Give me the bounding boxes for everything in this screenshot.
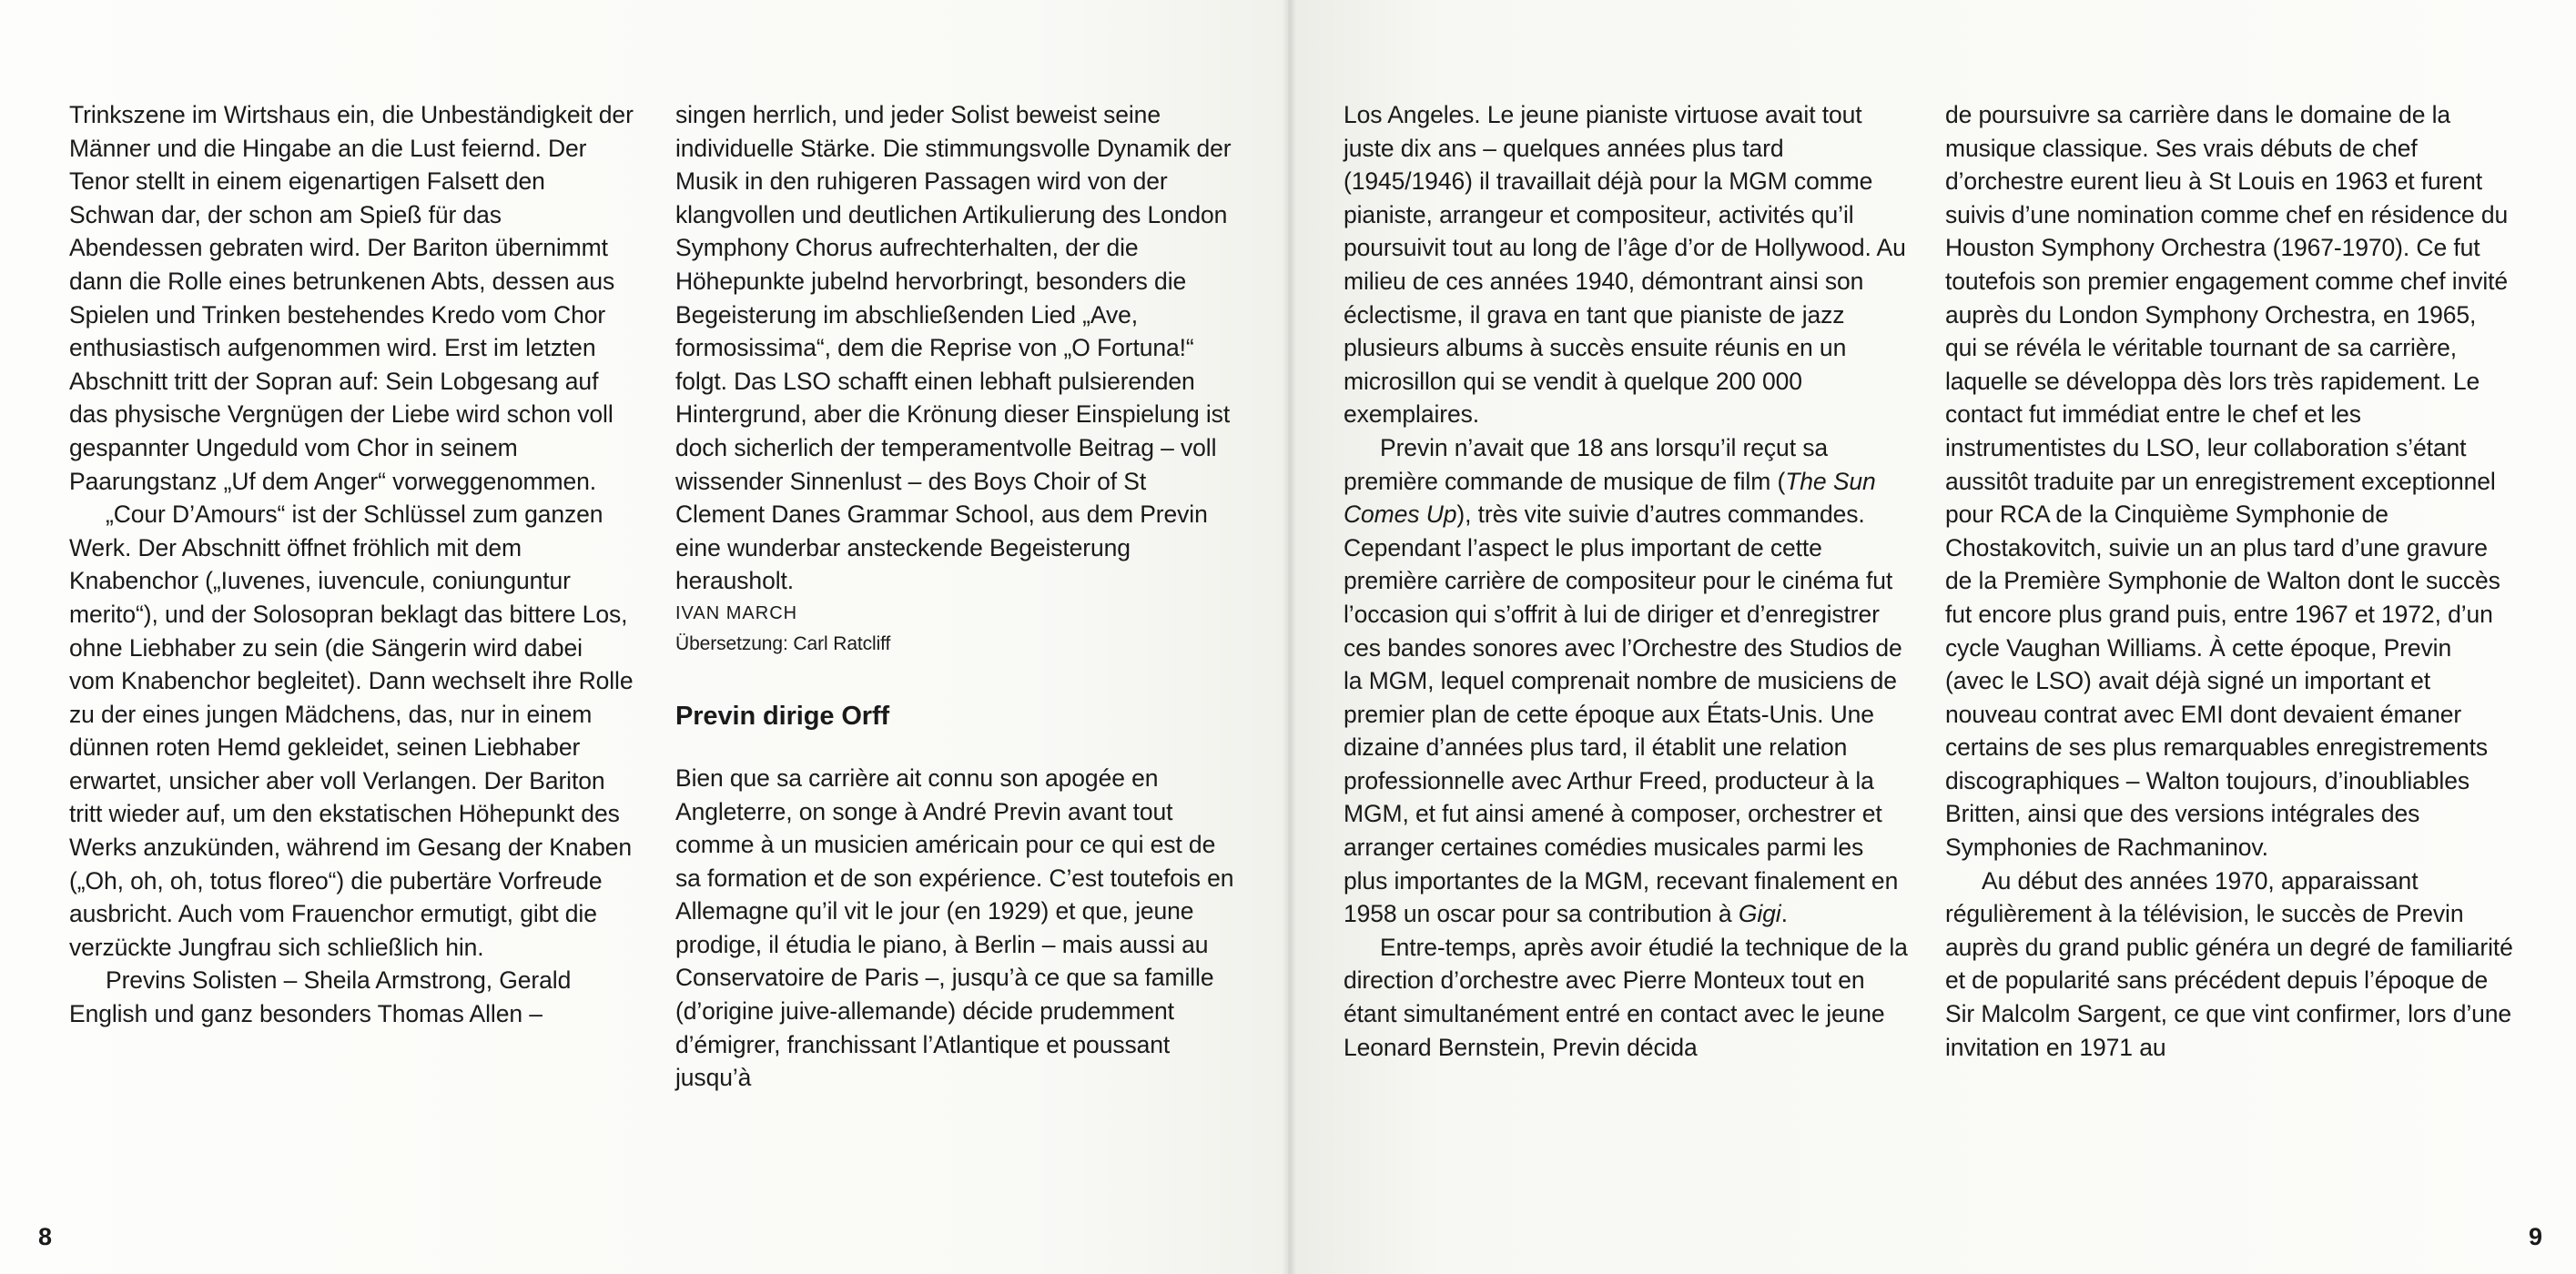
page-number-right: 9: [2529, 1223, 2543, 1250]
paragraph-de-2: „Cour D’Amours“ ist der Schlüssel zum ganzen Werk. Der Abschnitt öffnet fröhlich mit dem Knabenchor („Iuvenes, iuvencule, coniunguntur merito“), und der Solosopran beklagt das bittere Los, ohne Liebhaber zu sein (die Sängerin wird dabei vom Knabenchor begleitet). Dann wechselt ihre Rolle zu der eines jungen Mädchens, das, nur in einem dünnen roten Hemd gekleidet, seinen Liebhaber erwartet, unsicher aber voll Verlangen. Der Bariton tritt wieder auf, um den ekstatischen Höhepunkt des Werks anzukünden, während im Gesang der Knaben („Oh, oh, oh, totus floreo“) die pubertäre Vorfreude ausbricht. Auch vom Frauenchor ermutigt, gibt die verzückte Jungfrau sich schließlich hin.: [69, 500, 634, 961]
paragraph-fr-3: [1344, 431, 1912, 931]
page-number-left: 8: [38, 1223, 53, 1250]
column-1: [69, 98, 634, 1031]
film-title-gigi: Gigi: [1738, 900, 1781, 928]
paragraph-fr-5: de poursuivre sa carrière dans le domaine de la musique classique. Ses vrais débuts de chef d’orchestre eurent lieu à St Louis en 1963 et furent suivis d’une nomination comme chef en résidence du Houston Symphony Orchestra (1967-1970). Ce fut toutefois son premier engagement comme chef invité auprès du London Symphony Orchestra, en 1965, qui se révéla le véritable tournant de sa carrière, laquelle se développa dès lors très rapidement. Le contact fut immédiat entre le chef et les instrumentistes du LSO, leur collaboration s’étant aussitôt traduite par un enregistrement exceptionnel pour RCA de la Cinquième Symphonie de Chostakovitch, suivie un an plus tard d’une gravure de la Première Symphonie de Walton dont le succès fut encore plus grand puis, entre 1967 et 1972, d’un cycle Vaughan Williams. À cette époque, Previn (avec le LSO) avait déjà signé un important et nouveau contrat avec EMI dont devaient émaner certains de ses plus remarquables enregistrements discographiques – Walton toujours, d’inoubliables Britten, ainsi que des versions intégrales des Symphonies de Rachmaninov.: [1945, 101, 2509, 862]
paragraph-fr-2: Los Angeles. Le jeune pianiste virtuose avait tout juste dix ans – quelques années plus tard (1945/1946) il travaillait déjà pour la MGM comme pianiste, arrangeur et compositeur, activités qu’il poursuivit tout au long de l’âge d’or de Hollywood. Au milieu de ces années 1940, démontrant ainsi son éclectisme, il grava en tant que pianiste de jazz plusieurs albums à succès ensuite réunis en un microsillon qui se vendit à quelque 200 000 exemplaires.: [1344, 101, 1906, 429]
book-spine: [1282, 0, 1296, 1274]
column-2: [675, 98, 1240, 1095]
paragraph-fr-6: Au début des années 1970, apparaissant régulièrement à la télévision, le succès de Previn auprès du grand public généra un degré de familiarité et de popularité sans précédent depuis l’époque de Sir Malcolm Sargent, ce que vint confirmer, lors d’une invitation en 1971 au: [1945, 866, 2513, 1061]
paragraph-fr-1: Bien que sa carrière ait connu son apogée en Angleterre, on songe à André Previn avant tout comme à un musicien américain pour ce qui est de sa formation et de son expérience. C’est toutefois en Allemagne qu’il vit le jour (en 1929) et que, jeune prodige, il étudia le piano, à Berlin – mais aussi au Conservatoire de Paris –, jusqu’à ce que sa famille (d’origine juive-allemande) décide prudemment d’émigrer, franchissant l’Atlantique et poussant jusqu’à: [675, 763, 1234, 1092]
author-signature: IVAN MARCH: [675, 602, 798, 623]
film-title: The Sun Comes Up: [1344, 467, 1876, 529]
paragraph-de-1: Trinkszene im Wirtshaus ein, die Unbeständigkeit der Männer und die Hingabe an die Lust feiernd. Der Tenor stellt in einem eigenartigen Falsett den Schwan dar, der schon am Spieß für das Abendessen gebraten wird. Der Bariton übernimmt dann die Rolle eines betrunkenen Abts, dessen aus Spielen und Trinken bestehendes Kredo vom Chor enthusiastisch aufgenommen wird. Erst im letzten Abschnitt tritt der Sopran auf: Sein Lobgesang auf das physische Vergnügen der Liebe wird schon voll gespannter Ungeduld vom Chor in seinem Paarungstanz „Uf dem Anger“ vorweggenommen.: [69, 101, 634, 495]
paragraph-fr-3-part-1: Previn n’avait que 18 ans lorsqu’il reçut sa première commande de musique de film (: [1344, 433, 1829, 495]
paragraph-fr-4: Entre-temps, après avoir étudié la technique de la direction d’orchestre avec Pierre Monteux tout en étant simultanément entré en contact avec le jeune Leonard Bernstein, Previn décida: [1344, 933, 1908, 1061]
translator-credit: Übersetzung: Carl Ratcliff: [675, 632, 891, 654]
paragraph-de-3: Previns Solisten – Sheila Armstrong, Gerald English und ganz besonders Thomas Allen –: [69, 966, 572, 1028]
paragraph-fr-3-end: .: [1780, 900, 1788, 928]
section-heading: Previn dirige Orff: [675, 701, 890, 731]
column-4: [1945, 98, 2514, 1064]
paragraph-fr-3-part-2: ), très vite suivie d’autres commandes. Cependant l’aspect le plus important de cette première carrière de compositeur pour le cinéma fut l’occasion qui s’offrit à lui de diriger et d’enregistrer ces bandes sonores avec l’Orchestre des Studios de la MGM, lequel comprenait nombre de musiciens de premier plan de cette époque aux États-Unis. Une dizaine d’années plus tard, il établit une relation professionnelle avec Arthur Freed, producteur à la MGM, et fut ainsi amené à composer, orchestrer et arranger certaines comédies musicales parmi les plus importantes de la MGM, recevant finalement en 1958 un oscar pour sa contribution à: [1344, 500, 1902, 928]
column-3: [1344, 98, 1912, 1064]
paragraph-de-4: singen herrlich, und jeder Solist beweist seine individuelle Stärke. Die stimmungsvolle Dynamik der Musik in den ruhigeren Passagen wird von der klangvollen und deutlichen Artikulierung des London Symphony Chorus aufrechterhalten, der die Höhepunkte jubelnd hervorbringt, besonders die Begeisterung im abschließenden Lied „Ave, formosissima“, dem die Reprise von „O Fortuna!“ folgt. Das LSO schafft einen lebhaft pulsierenden Hintergrund, aber die Krönung dieser Einspielung ist doch sicherlich der temperamentvolle Beitrag – voll wissender Sinnenlust – des Boys Choir of St Clement Danes Grammar School, aus dem Previn eine wunderbar ansteckende Begeisterung herausholt.: [675, 101, 1232, 595]
